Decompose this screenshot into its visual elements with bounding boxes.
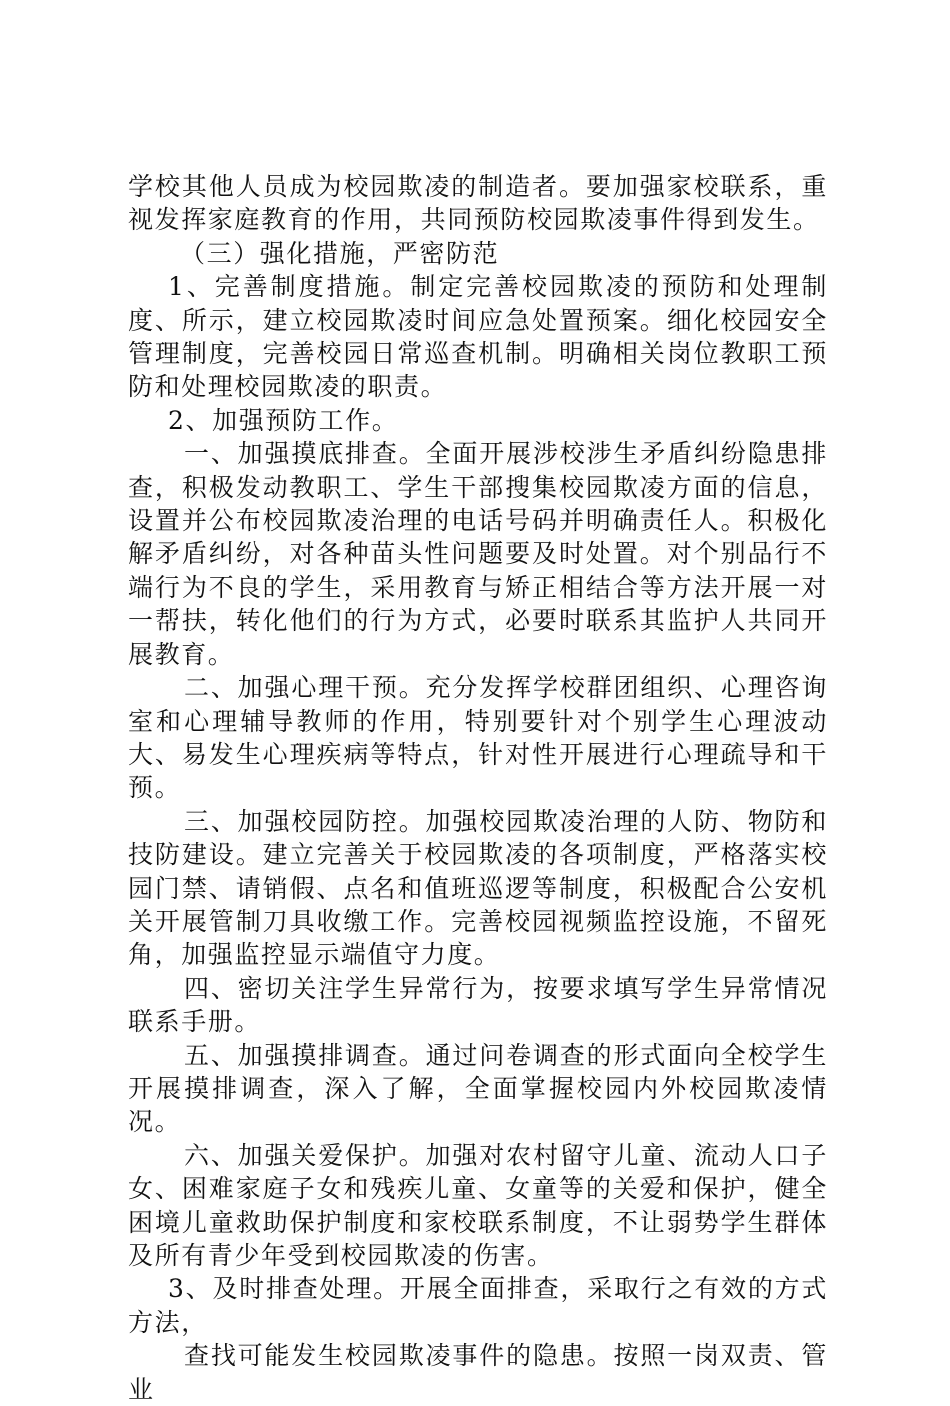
section-heading-three: （三）强化措施，严密防范 (180, 238, 500, 268)
paragraph-sub-6: 六、加强关爱保护。加强对农村留守儿童、流动人口子女、困难家庭子女和残疾儿童、女童等的关爱和保护，健全困境儿童救助保护制度和家校联系制度，不让弱势学生群体及所有青少年受到校园欺凌的伤害。 (128, 1140, 828, 1270)
paragraph-sub-3: 三、加强校园防控。加强校园欺凌治理的人防、物防和技防建设。建立完善关于校园欺凌的各项制度，严格落实校园门禁、请销假、点名和值班巡逻等制度，积极配合公安机关开展管制刀具收缴工作。完善校园视频监控设施，不留死角，加强监控显示端值守力度。 (128, 806, 828, 970)
paragraph-sub-5: 五、加强摸排调查。通过问卷调查的形式面向全校学生开展摸排调查，深入了解，全面掌握校园内外校园欺凌情况。 (128, 1040, 828, 1137)
paragraph-continuation: 学校其他人员成为校园欺凌的制造者。要加强家校联系，重视发挥家庭教育的作用，共同预防校园欺凌事件得到发生。 (128, 172, 828, 235)
paragraph-item-3: 3、及时排查处理。开展全面排查，采取行之有效的方式方法， (128, 1274, 828, 1337)
paragraph-sub-1: 一、加强摸底排查。全面开展涉校涉生矛盾纠纷隐患排查，积极发动教职工、学生干部搜集校园欺凌方面的信息，设置并公布校园欺凌治理的电话号码并明确责任人。积极化解矛盾纠纷，对各种苗头性问题要及时处置。对个别品行不端行为不良的学生，采用教育与矫正相结合等方法开展一对一帮扶，转化他们的行为方式，必要时联系其监护人共同开展教育。 (128, 439, 828, 669)
paragraph-item-3-continued: 查找可能发生校园欺凌事件的隐患。按照一岗双责、管业 (128, 1341, 828, 1404)
paragraph-item-2: 2、加强预防工作。 (168, 405, 399, 435)
paragraph-sub-2: 二、加强心理干预。充分发挥学校群团组织、心理咨询室和心理辅导教师的作用，特别要针对个别学生心理波动大、易发生心理疾病等特点，针对性开展进行心理疏导和干预。 (128, 673, 828, 803)
paragraph-sub-4: 四、密切关注学生异常行为，按要求填写学生异常情况联系手册。 (128, 973, 828, 1037)
paragraph-item-1: 1、完善制度措施。制定完善校园欺凌的预防和处理制度、所示，建立校园欺凌时间应急处置预案。细化校园安全管理制度，完善校园日常巡查机制。明确相关岗位教职工预防和处理校园欺凌的职责。 (128, 272, 828, 402)
document-body (128, 170, 828, 1406)
